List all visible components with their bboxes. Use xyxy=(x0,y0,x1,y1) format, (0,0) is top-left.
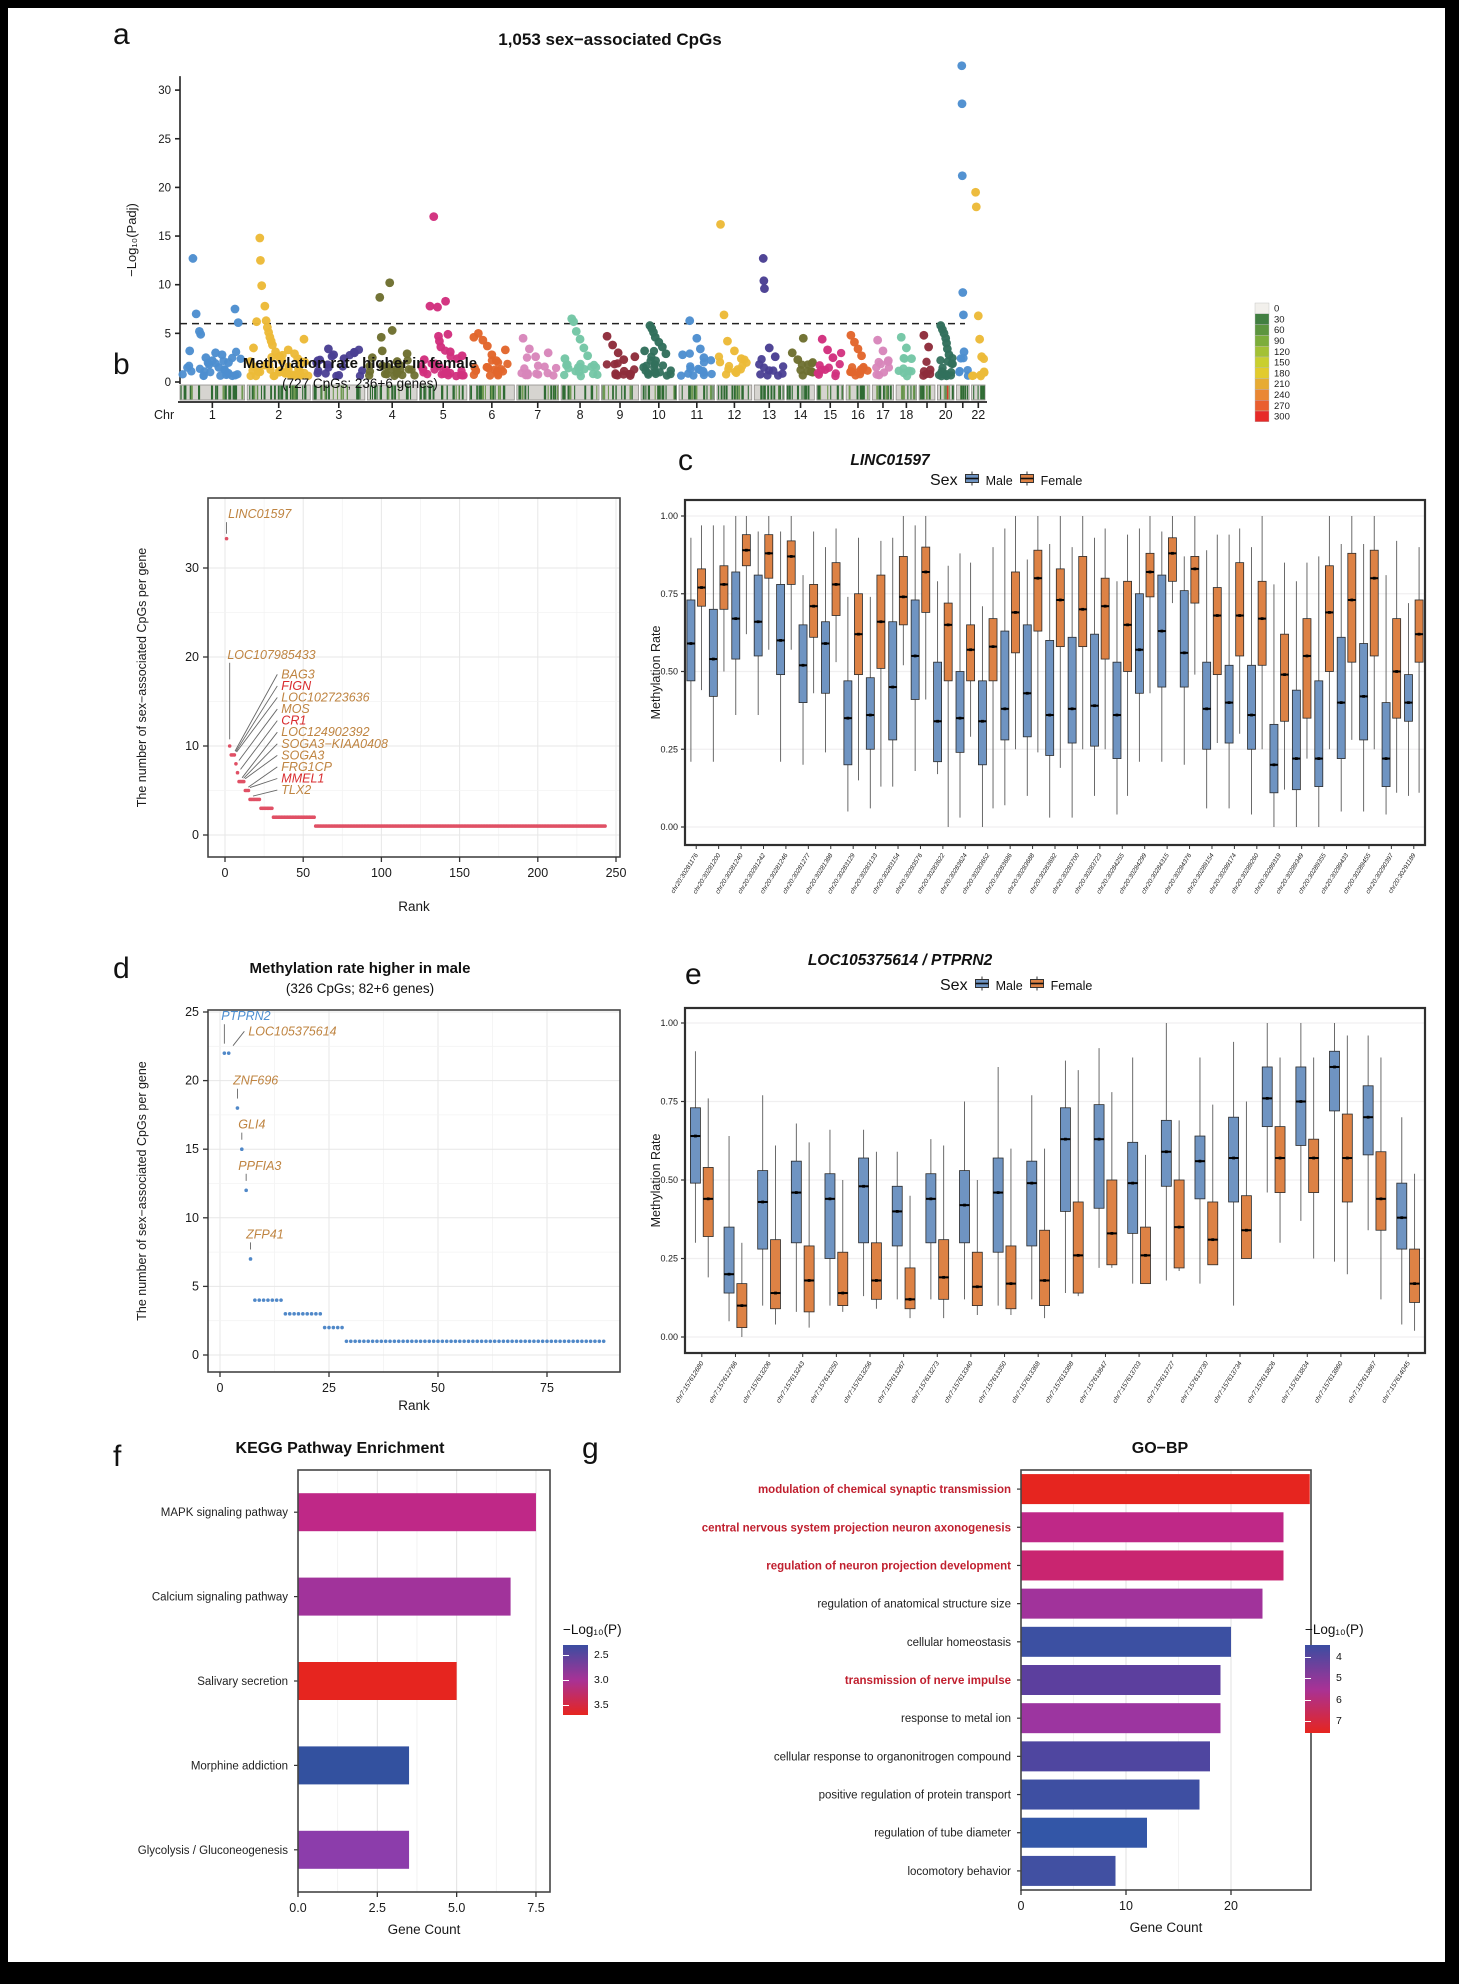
svg-text:LOC107985433: LOC107985433 xyxy=(227,647,316,662)
panel-a-letter: a xyxy=(113,18,130,51)
svg-text:chr7:157612680: chr7:157612680 xyxy=(674,1360,706,1405)
svg-text:chr7:157613256: chr7:157613256 xyxy=(842,1360,874,1405)
svg-text:75: 75 xyxy=(540,1381,554,1395)
svg-text:MMEL1: MMEL1 xyxy=(281,771,325,786)
svg-text:15: 15 xyxy=(158,231,171,244)
female-key-label: Female xyxy=(1050,979,1093,993)
svg-text:chr7:157613368: chr7:157613368 xyxy=(1010,1360,1042,1405)
svg-text:GLI4: GLI4 xyxy=(238,1117,266,1132)
svg-text:LOC102723636: LOC102723636 xyxy=(281,690,370,705)
svg-text:BAG3: BAG3 xyxy=(281,667,315,682)
svg-text:10: 10 xyxy=(185,1210,199,1225)
svg-text:chr20:30281388: chr20:30281388 xyxy=(804,852,835,896)
svg-text:0: 0 xyxy=(216,1381,224,1395)
svg-text:chr20:30281200: chr20:30281200 xyxy=(691,852,723,896)
legend-tick-label: 6 xyxy=(1336,1693,1342,1706)
svg-text:0.75: 0.75 xyxy=(660,588,678,599)
svg-text:1.00: 1.00 xyxy=(660,1018,678,1028)
svg-text:chr20:30283622: chr20:30283622 xyxy=(916,852,947,896)
svg-text:chr20:30283700: chr20:30283700 xyxy=(1050,852,1082,896)
svg-text:14: 14 xyxy=(793,408,808,422)
svg-text:20: 20 xyxy=(185,1073,199,1088)
legend-tick-mark xyxy=(1305,1657,1311,1658)
svg-text:SOGA3−KIAA0408: SOGA3−KIAA0408 xyxy=(281,736,388,751)
svg-text:25: 25 xyxy=(158,133,171,146)
svg-text:0.25: 0.25 xyxy=(660,1253,678,1264)
svg-text:Methylation Rate: Methylation Rate xyxy=(649,625,663,720)
svg-text:60: 60 xyxy=(1274,325,1285,337)
svg-text:Chr: Chr xyxy=(154,408,175,422)
svg-text:chr20:30283154: chr20:30283154 xyxy=(871,852,902,896)
svg-text:Salivary secretion: Salivary secretion xyxy=(197,1676,288,1688)
svg-text:13: 13 xyxy=(762,408,777,422)
svg-text:0: 0 xyxy=(192,828,199,842)
svg-text:120: 120 xyxy=(1274,346,1290,358)
svg-text:chr20:30281242: chr20:30281242 xyxy=(736,852,768,896)
svg-text:chr7:157613867: chr7:157613867 xyxy=(1347,1360,1379,1405)
svg-text:18: 18 xyxy=(899,408,914,422)
svg-text:SOGA3: SOGA3 xyxy=(281,748,325,763)
ptprn2-boxplot xyxy=(650,1000,1450,1430)
svg-text:11: 11 xyxy=(690,408,704,422)
svg-text:chr20:30284255: chr20:30284255 xyxy=(1095,852,1126,896)
svg-text:chr20:30281176: chr20:30281176 xyxy=(669,852,700,895)
panel-f-title: KEGG Pathway Enrichment xyxy=(235,1440,445,1457)
svg-text:chr7:157613834: chr7:157613834 xyxy=(1279,1360,1311,1405)
panel-c-letter: c xyxy=(678,444,693,477)
svg-text:chr20:30289319: chr20:30289319 xyxy=(1252,852,1283,896)
svg-text:240: 240 xyxy=(1274,390,1290,401)
legend-tick-label: 3.0 xyxy=(594,1674,609,1686)
panel-b-letter: b xyxy=(113,348,130,381)
svg-text:chr7:157613206: chr7:157613206 xyxy=(741,1360,773,1405)
svg-text:20: 20 xyxy=(158,182,171,195)
svg-text:Rank: Rank xyxy=(398,1398,430,1413)
panel-g-letter: g xyxy=(582,1432,599,1465)
svg-text:0.75: 0.75 xyxy=(660,1096,678,1107)
panel-f-letter: f xyxy=(113,1440,122,1473)
svg-text:cellular response to organonit: cellular response to organonitrogen compound xyxy=(773,1751,1011,1764)
svg-text:regulation of neuron projectio: regulation of neuron projection development xyxy=(766,1560,1011,1573)
svg-text:chr7:157613388: chr7:157613388 xyxy=(1044,1360,1076,1405)
svg-text:180: 180 xyxy=(1274,368,1290,380)
female-key-label: Female xyxy=(1040,474,1083,488)
panel-c-title: LINC01597 xyxy=(850,452,930,469)
svg-text:chr20:30289455: chr20:30289455 xyxy=(1342,852,1373,896)
svg-text:0: 0 xyxy=(221,866,229,880)
svg-text:chr7:157613273: chr7:157613273 xyxy=(909,1360,941,1405)
svg-text:7: 7 xyxy=(534,408,542,422)
svg-text:chr20:30281246: chr20:30281246 xyxy=(759,852,790,896)
svg-text:cellular homeostasis: cellular homeostasis xyxy=(906,1636,1011,1649)
svg-text:chr20:30283133: chr20:30283133 xyxy=(848,852,880,896)
svg-text:chr20:30289260: chr20:30289260 xyxy=(1230,852,1261,896)
svg-text:chr7:157613267: chr7:157613267 xyxy=(876,1360,908,1405)
svg-text:regulation of anatomical struc: regulation of anatomical structure size xyxy=(817,1598,1011,1611)
male-rank-scatter xyxy=(120,1000,640,1430)
svg-text:TLX2: TLX2 xyxy=(281,783,312,798)
svg-text:30: 30 xyxy=(158,85,171,98)
svg-text:chr7:157613647: chr7:157613647 xyxy=(1077,1360,1110,1405)
female-rank-scatter xyxy=(120,395,640,935)
svg-text:1: 1 xyxy=(208,408,216,422)
svg-text:positive regulation of protein: positive regulation of protein transport xyxy=(818,1789,1011,1802)
svg-text:15: 15 xyxy=(185,1142,199,1157)
svg-text:chr20:30283723: chr20:30283723 xyxy=(1073,852,1104,896)
svg-text:5: 5 xyxy=(164,328,171,341)
female-boxplot-key-icon xyxy=(1019,471,1035,491)
svg-text:0: 0 xyxy=(192,1348,199,1362)
svg-text:4: 4 xyxy=(388,408,396,422)
svg-text:chr20:30290397: chr20:30290397 xyxy=(1364,852,1396,896)
svg-text:10: 10 xyxy=(651,408,666,422)
svg-text:chr20:30284315: chr20:30284315 xyxy=(1140,852,1171,896)
panel-b-title: Methylation rate higher in female xyxy=(242,355,478,372)
panel-e-sex-legend xyxy=(940,976,1092,996)
svg-text:25: 25 xyxy=(322,1381,336,1395)
female-boxplot-key-icon xyxy=(1029,976,1045,996)
svg-text:locomotory behavior: locomotory behavior xyxy=(907,1865,1011,1878)
legend-title: −Log₁₀(P) xyxy=(563,1622,622,1637)
svg-text:modulation of chemical synapti: modulation of chemical synaptic transmission xyxy=(757,1484,1011,1497)
svg-text:22: 22 xyxy=(971,408,986,422)
svg-text:2.5: 2.5 xyxy=(368,1901,387,1915)
svg-text:FIGN: FIGN xyxy=(281,678,312,693)
svg-text:chr20:30283624: chr20:30283624 xyxy=(938,852,969,896)
svg-text:Calcium signaling pathway: Calcium signaling pathway xyxy=(151,1591,288,1604)
panel-a-title: 1,053 sex−associated CpGs xyxy=(498,30,722,49)
svg-text:250: 250 xyxy=(605,866,627,880)
panel-b-subtitle: (727 CpGs; 236+6 genes) xyxy=(282,376,438,391)
svg-text:central nervous system project: central nervous system projection neuron axonogenesis xyxy=(701,1522,1011,1535)
svg-text:chr20:30281240: chr20:30281240 xyxy=(714,852,745,896)
svg-text:chr20:30283686: chr20:30283686 xyxy=(983,852,1014,896)
svg-text:30: 30 xyxy=(185,561,199,575)
svg-text:0: 0 xyxy=(1274,303,1280,315)
svg-text:chr20:30283692: chr20:30283692 xyxy=(1028,852,1059,896)
svg-text:200: 200 xyxy=(527,866,549,880)
svg-text:chr7:157613730: chr7:157613730 xyxy=(1178,1360,1211,1405)
svg-text:Rank: Rank xyxy=(398,899,430,914)
svg-text:chr20:30283652: chr20:30283652 xyxy=(961,852,992,896)
svg-text:9: 9 xyxy=(616,408,624,422)
legend-tick-label: 5 xyxy=(1336,1672,1342,1685)
svg-text:0.00: 0.00 xyxy=(660,1332,678,1342)
svg-text:0: 0 xyxy=(164,377,171,389)
svg-text:100: 100 xyxy=(370,866,392,880)
svg-text:16: 16 xyxy=(851,408,865,422)
svg-text:5: 5 xyxy=(192,1279,199,1294)
legend-tick-label: 7 xyxy=(1336,1714,1342,1727)
svg-text:15: 15 xyxy=(823,408,838,422)
male-key-label: Male xyxy=(995,979,1023,993)
svg-text:LOC105375614: LOC105375614 xyxy=(248,1024,337,1039)
panel-e-title: LOC105375614 / PTPRN2 xyxy=(807,952,993,969)
sex-legend-title: Sex xyxy=(930,472,958,489)
panel-d-subtitle: (326 CpGs; 82+6 genes) xyxy=(285,981,435,996)
panel-d-letter: d xyxy=(113,952,130,985)
svg-text:chr20:30289433: chr20:30289433 xyxy=(1319,852,1351,896)
svg-text:FRG1CP: FRG1CP xyxy=(281,759,333,774)
svg-text:0.50: 0.50 xyxy=(660,1175,678,1185)
svg-text:0: 0 xyxy=(1017,1899,1025,1913)
svg-text:chr7:157613350: chr7:157613350 xyxy=(977,1360,1009,1405)
svg-text:20: 20 xyxy=(185,650,199,664)
svg-text:Gene Count: Gene Count xyxy=(1129,1920,1203,1935)
svg-text:CR1: CR1 xyxy=(281,713,307,728)
svg-text:25: 25 xyxy=(185,1005,199,1019)
svg-text:chr7:157613340: chr7:157613340 xyxy=(943,1360,975,1405)
male-boxplot-key-icon xyxy=(974,976,990,996)
svg-text:chr7:157614045: chr7:157614045 xyxy=(1380,1360,1412,1405)
legend-tick-label: 4 xyxy=(1336,1651,1342,1664)
svg-text:ZNF696: ZNF696 xyxy=(233,1073,279,1088)
panel-c-sex-legend xyxy=(930,471,1082,491)
svg-text:The number of sex−associated C: The number of sex−associated CpGs per gene xyxy=(135,547,149,808)
svg-text:Methylation Rate: Methylation Rate xyxy=(649,1133,663,1228)
male-boxplot-key-icon xyxy=(964,471,980,491)
linc01597-boxplot xyxy=(650,495,1450,935)
svg-text:6: 6 xyxy=(488,408,496,422)
svg-text:10: 10 xyxy=(158,279,171,292)
svg-text:17: 17 xyxy=(876,408,890,422)
legend-tick-label: 2.5 xyxy=(594,1648,609,1661)
svg-text:150: 150 xyxy=(449,866,471,880)
panel-g-title: GO−BP xyxy=(1131,1440,1189,1457)
svg-text:10: 10 xyxy=(185,739,199,753)
svg-text:MOS: MOS xyxy=(281,702,310,717)
svg-text:−Log₁₀(Padj): −Log₁₀(Padj) xyxy=(124,203,139,277)
svg-text:chr7:157613250: chr7:157613250 xyxy=(808,1360,841,1405)
svg-text:Glycolysis / Gluconeogenesis: Glycolysis / Gluconeogenesis xyxy=(137,1844,288,1857)
svg-text:chr20:30284376: chr20:30284376 xyxy=(1162,852,1194,896)
svg-text:0.00: 0.00 xyxy=(660,822,678,832)
svg-text:chr20:30283576: chr20:30283576 xyxy=(893,852,925,896)
panel-d-title: Methylation rate higher in male xyxy=(249,960,471,977)
svg-text:0.50: 0.50 xyxy=(660,666,678,677)
pvalue-gradient-bar xyxy=(1305,1645,1342,1733)
svg-text:chr7:157613734: chr7:157613734 xyxy=(1212,1360,1244,1405)
svg-text:270: 270 xyxy=(1274,400,1290,412)
svg-text:MAPK signaling pathway: MAPK signaling pathway xyxy=(160,1507,288,1520)
svg-text:transmission of nerve impulse: transmission of nerve impulse xyxy=(844,1675,1011,1687)
svg-text:chr7:157613727: chr7:157613727 xyxy=(1145,1360,1177,1405)
svg-text:chr7:157613703: chr7:157613703 xyxy=(1111,1360,1143,1405)
svg-text:2: 2 xyxy=(275,408,283,422)
svg-text:20: 20 xyxy=(938,408,953,422)
svg-text:50: 50 xyxy=(431,1381,445,1395)
svg-text:chr20:30283688: chr20:30283688 xyxy=(1005,852,1037,896)
svg-text:LOC124902392: LOC124902392 xyxy=(281,725,370,740)
svg-text:20: 20 xyxy=(1224,1899,1238,1913)
svg-text:LINC01597: LINC01597 xyxy=(228,507,292,522)
svg-text:chr20:30284299: chr20:30284299 xyxy=(1117,852,1149,896)
svg-text:Morphine addiction: Morphine addiction xyxy=(190,1760,288,1773)
svg-text:chr7:157613243: chr7:157613243 xyxy=(775,1360,807,1405)
legend-title: −Log₁₀(P) xyxy=(1305,1622,1364,1637)
svg-text:regulation of tube diameter: regulation of tube diameter xyxy=(874,1827,1011,1840)
svg-text:chr20:30281277: chr20:30281277 xyxy=(781,852,813,896)
svg-text:10: 10 xyxy=(1119,1899,1133,1913)
svg-text:PPFIA3: PPFIA3 xyxy=(238,1158,282,1173)
panel-e-letter: e xyxy=(685,958,702,991)
legend-tick-mark xyxy=(1305,1721,1311,1722)
svg-text:0.0: 0.0 xyxy=(289,1901,307,1915)
svg-text:response to metal ion: response to metal ion xyxy=(901,1713,1011,1726)
svg-text:5.0: 5.0 xyxy=(447,1901,466,1915)
svg-text:30: 30 xyxy=(1274,314,1285,326)
svg-text:50: 50 xyxy=(296,866,311,880)
svg-text:8: 8 xyxy=(576,408,584,422)
svg-text:12: 12 xyxy=(727,408,742,422)
svg-text:90: 90 xyxy=(1274,336,1285,347)
svg-text:chr7:157613860: chr7:157613860 xyxy=(1313,1360,1345,1405)
svg-text:chr20:30289154: chr20:30289154 xyxy=(1185,852,1216,896)
legend-tick-mark xyxy=(1305,1678,1311,1679)
svg-text:3: 3 xyxy=(335,408,343,422)
svg-text:chr20:30289355: chr20:30289355 xyxy=(1297,852,1328,896)
svg-text:ZFP41: ZFP41 xyxy=(246,1227,284,1242)
svg-text:chr7:157613826: chr7:157613826 xyxy=(1246,1360,1278,1405)
male-key-label: Male xyxy=(985,474,1013,488)
legend-tick-mark xyxy=(1305,1700,1311,1701)
gobp-pvalue-legend xyxy=(1305,1622,1364,1733)
svg-text:1.00: 1.00 xyxy=(660,511,678,521)
svg-text:PTPRN2: PTPRN2 xyxy=(221,1009,271,1024)
svg-text:chr7:157612766: chr7:157612766 xyxy=(707,1360,740,1405)
svg-text:Gene Count: Gene Count xyxy=(387,1922,461,1937)
svg-text:chr20:30289349: chr20:30289349 xyxy=(1274,852,1306,896)
svg-text:chr20:30291189: chr20:30291189 xyxy=(1387,852,1418,895)
sex-legend-title: Sex xyxy=(940,977,968,994)
svg-text:The number of sex−associated C: The number of sex−associated CpGs per gene xyxy=(135,1061,149,1321)
svg-text:150: 150 xyxy=(1274,357,1290,369)
legend-tick-label: 3.5 xyxy=(594,1699,609,1712)
svg-text:7.5: 7.5 xyxy=(527,1901,545,1915)
svg-text:chr20:30289174: chr20:30289174 xyxy=(1207,852,1239,896)
svg-text:5: 5 xyxy=(439,408,447,422)
svg-text:210: 210 xyxy=(1274,379,1290,391)
svg-text:chr20:30283129: chr20:30283129 xyxy=(826,852,857,896)
svg-text:0.25: 0.25 xyxy=(660,744,678,755)
svg-text:300: 300 xyxy=(1274,411,1290,423)
